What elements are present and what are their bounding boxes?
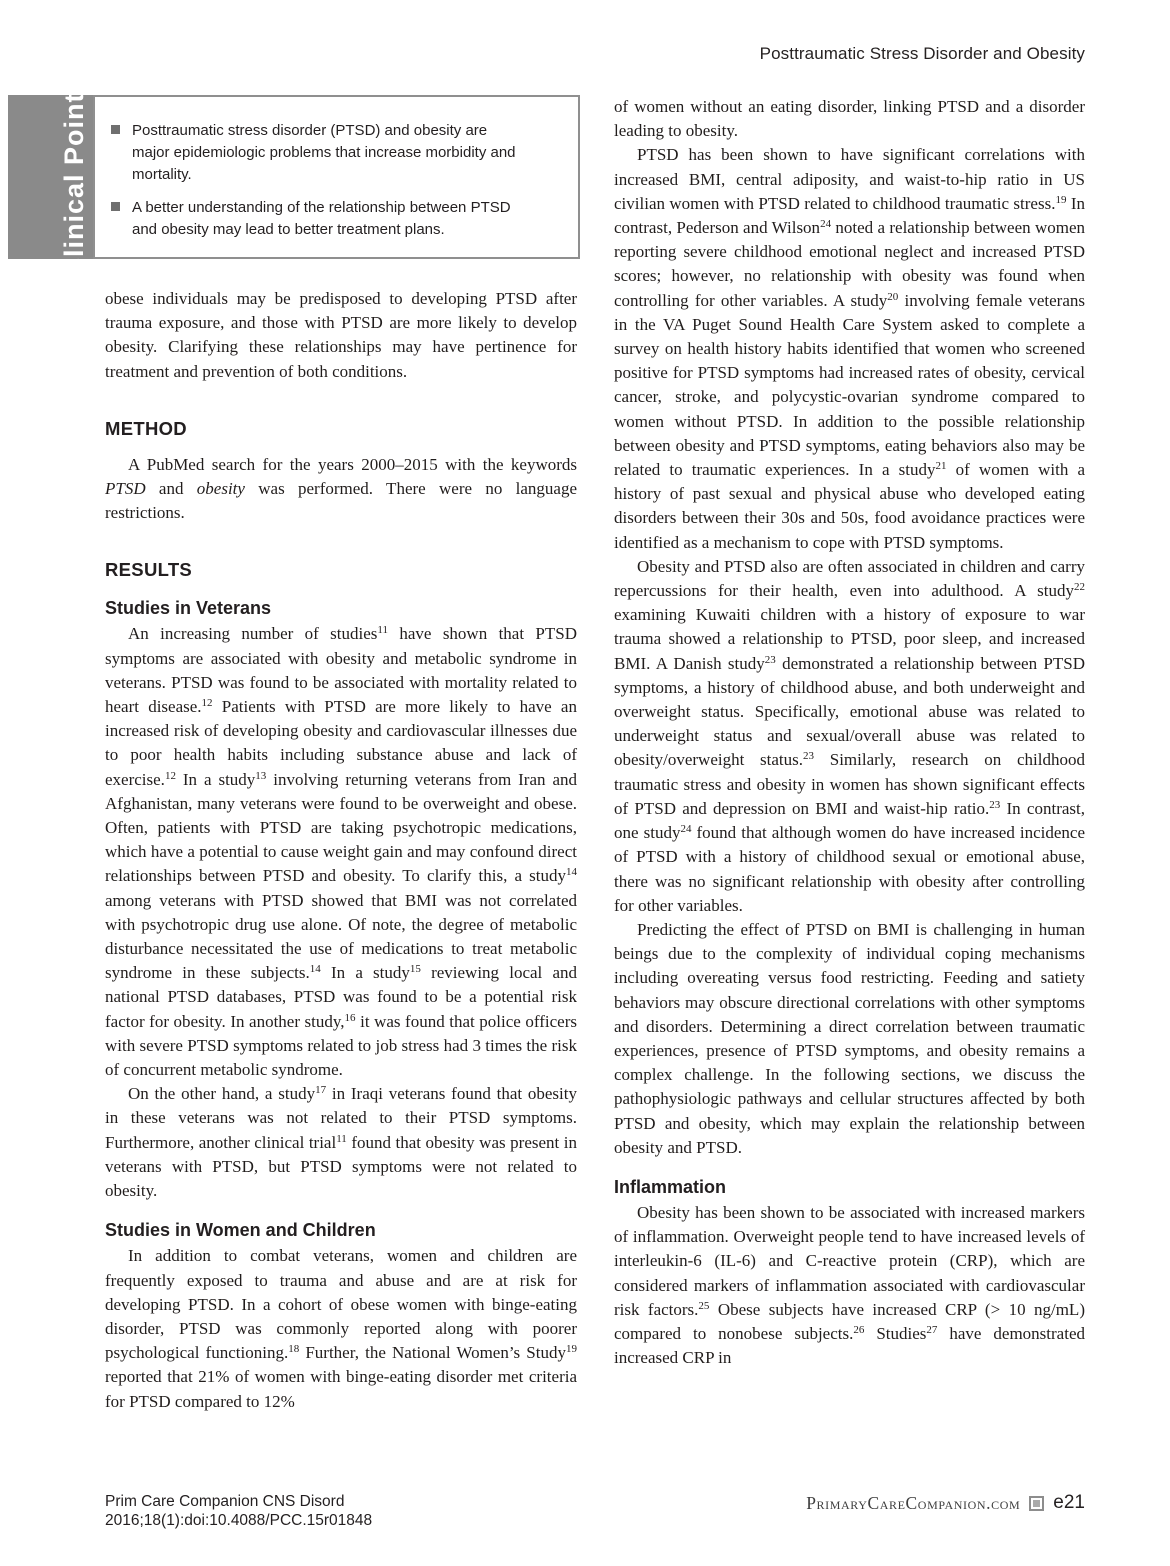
clinical-points-callout (8, 76, 580, 278)
left-column (105, 287, 577, 1414)
subsection-heading: Inflammation (614, 1176, 727, 1197)
clinical-points-box (93, 95, 580, 259)
body-paragraph: An increasing number of studies$^{11}$ have shown that PTSD symptoms are associated with obesity and metabolic syndrome in veterans. PTSD was found to be associated with mortality related to heart disease.$^{12}$ Patients with PTSD are more likely to have an increased risk of developing obesity and cardiovascular illnesses due to poor health habits including substance abuse and lack of exercise.$^{12}$ In a study$^{13}$ involving returning veterans from Iran and Afghanistan, many veterans were found to be overweight and obese. Often, patients with PTSD are taking psychotropic medications, which have a potential to cause weight gain and may confound direct relationships between PTSD and obesity. To clarify this, a study$^{14}$ among veterans with PTSD showed that BMI was not correlated with psychotropic drug use alone. Of note, the degree of metabolic disturbance necessitated the use of medications to treat metabolic syndrome in these subjects.$^{14}$ In a study$^{15}$ reviewing local and national PTSD databases, PTSD was found to be a potential risk factor for obesity. In another study,$^{16}$ it was found that police officers with severe PTSD symptoms related to job stress had 3 times the risk of concurrent metabolic syndrome. (105, 624, 578, 1080)
body-paragraph: A PubMed search for the years 2000–2015 with the keywords PTSD and obesity was performed. There were no language restrictions. (105, 454, 578, 523)
square-bullet-icon (111, 125, 120, 134)
square-bullet-icon (111, 202, 120, 211)
subsection-heading: Studies in Veterans (105, 598, 272, 619)
body-paragraph: Predicting the effect of PTSD on BMI is challenging in human beings due to the complexity of individual coping mechanisms including overeating versus food restricting. Feeding and satiety behaviors may obscure directional correlations with other symptoms and disorders. Determining a direct correlation between traumatic experiences, presence of PTSD symptoms, and obesity remains a complex challenge. In the following sections, we discuss the pathophysiologic pathways and cellular structures affected by both PTSD and obesity, which may explain the relationship between obesity and PTSD. (614, 919, 1085, 1157)
footer-page-number: e21 (1053, 1492, 1085, 1513)
clinical-points-list (95, 97, 578, 241)
body-paragraph: On the other hand, a study$^{17}$ in Iraqi veterans found that obesity in these veterans was not related to their PTSD symptoms. Furthermore, another clinical trial$^{11}$ found that obesity was present in veterans with PTSD, but PTSD symptoms were not related to obesity. (105, 1084, 577, 1201)
clinical-point-text: A better understanding of the relationship between PTSD and obesity may lead to better treatment plans. (132, 199, 511, 238)
body-paragraph: In addition to combat veterans, women and children are frequently exposed to trauma and abuse and are at risk for developing PTSD. In a cohort of obese women with binge-eating disorder, PTSD was commonly reported along with poorer psychological functioning.$^{18}$ Further, the National Women’s Study$^{19}$ reported that 21% of women with binge-eating disorder met criteria for PTSD compared to 12% (105, 1246, 577, 1411)
running-head: Posttraumatic Stress Disorder and Obesity (759, 44, 1085, 63)
clinical-point-item (95, 120, 526, 186)
section-heading: METHOD (105, 417, 187, 439)
body-paragraph: obese individuals may be predisposed to developing PTSD after trauma exposure, and those with PTSD are more likely to develop obesity. Clarifying these relationships may have pertinence for treatment and prevention of both conditions. (105, 289, 577, 381)
footer-website: PrimaryCareCompanion.com (806, 1492, 1021, 1513)
body-paragraph: PTSD has been shown to have significant correlations with increased BMI, central adiposity, and waist-to-hip ratio in US civilian women with PTSD related to childhood traumatic stress.$^{19}$ In contrast, Pederson and Wilson$^{24}$ noted a relationship between women reporting severe childhood emotional neglect and increased PTSD scores; however, no relationship with obesity was found when controlling for other variables. A study$^{20}$ involving female veterans in the VA Puget Sound Health Care System asked to complete a survey on health history habits identified that women who screened positive for PTSD symptoms had increased rates of obesity, cervical cancer, stroke, and polycystic-ovarian syndrome compared to women without PTSD. In addition to the possible relationship between obesity and PTSD symptoms, eating behaviors also may be related to traumatic experiences. In a study$^{21}$ of women with a history of past sexual and physical abuse who developed eating disorders between their 30s and 50s, food avoidance practices were identified as a mechanism to cope with PTSD symptoms. (614, 145, 1085, 552)
body-paragraph: Obesity and PTSD also are often associated in children and carry repercussions for their health, even into adulthood. A study$^{22}$ examining Kuwaiti children with a history of exposure to war trauma showed a relationship to PTSD, poor sleep, and increased BMI. A Danish study$^{23}$ demonstrated a relationship between PTSD symptoms, a history of childhood abuse, and both underweight and overweight status. Specifically, emotional abuse was related to underweight status and sexual/overall abuse was related to obesity/overweight status.$^{23}$ Similarly, research on childhood traumatic stress and obesity in women has shown significant effects of PTSD and depression on BMI and waist-hip ratio.$^{23}$ In contrast, one study$^{24}$ found that although women do have increased incidence of PTSD with a history of childhood sexual or emotional abuse, there was no significant relationship with obesity after controlling for other variables. (614, 556, 1086, 915)
footer-doi: 2016;18(1):doi:10.4088/PCC.15r01848 (105, 1511, 373, 1529)
clinical-point-item (95, 197, 526, 241)
footer-citation-block (105, 1493, 372, 1530)
clinical-points-label: Clinical Points (59, 76, 89, 278)
body-paragraph: Obesity has been shown to be associated with increased markers of inflammation. Overweight people tend to have increased levels of interleukin-6 (IL-6) and C-reactive protein (CRP), which are considered markers of inflammation associated with cardiovascular risk factors.$^{25}$ Obese subjects have increased CRP (> 10 ng/mL) compared to nonobese subjects.$^{26}$ Studies$^{27}$ have demonstrated increased CRP in (614, 1202, 1085, 1368)
clinical-point-text: Posttraumatic stress disorder (PTSD) and obesity are major epidemiologic problems that increase morbidity and mortality. (132, 122, 516, 183)
footer-site-block (806, 1492, 1085, 1514)
footer-journal-name: Prim Care Companion CNS Disord (105, 1493, 345, 1510)
right-column (614, 95, 1085, 1370)
subsection-heading: Studies in Women and Children (105, 1220, 376, 1241)
clinical-points-sidebar-band (8, 76, 93, 278)
section-heading: RESULTS (105, 559, 193, 581)
body-paragraph: of women without an eating disorder, linking PTSD and a disorder leading to obesity. (614, 97, 1085, 141)
square-glyph-icon (1031, 1498, 1042, 1509)
